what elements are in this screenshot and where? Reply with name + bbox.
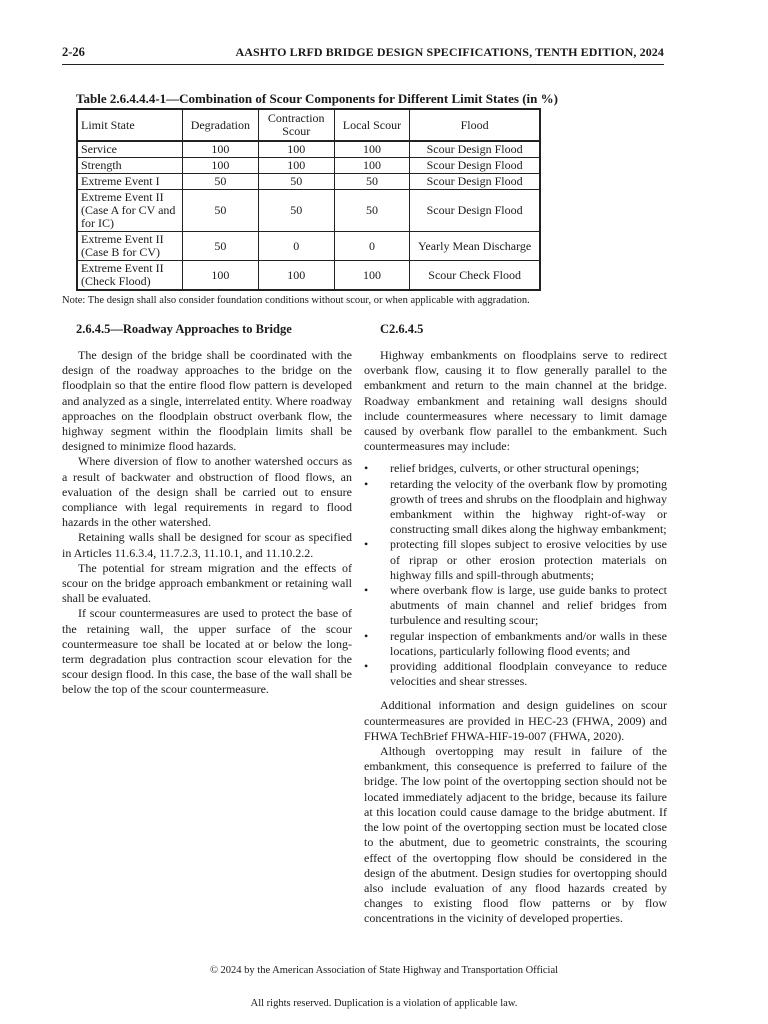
- paragraph: The potential for stream migration and the effects of scour on the bridge approach embankment or retaining wall shall be evaluated.: [62, 560, 352, 606]
- cell-degradation: 50: [182, 232, 258, 261]
- header-rule: [62, 64, 664, 65]
- cell-flood: Scour Check Flood: [410, 261, 540, 291]
- cell-local: 50: [334, 174, 410, 190]
- cell-degradation: 50: [182, 190, 258, 232]
- cell-limit-state: Extreme Event II (Check Flood): [77, 261, 182, 291]
- cell-flood: Scour Design Flood: [410, 190, 540, 232]
- cell-limit-state: Extreme Event II (Case A for CV and for IC): [77, 190, 182, 232]
- list-item-text: protecting fill slopes subject to erosive velocities by use of riprap or other erosion protection materials on highway fills and spill-through abutments;: [390, 537, 667, 582]
- table-note: Note: The design shall also consider foundation conditions without scour, or when applicable with aggradation.: [62, 295, 530, 306]
- paragraph: Additional information and design guidelines on scour countermeasures are provided in HEC-23 (FHWA, 2009) and FHWA TechBrief FHWA-HIF-19-007 (FHWA, 2020).: [364, 698, 667, 743]
- bullet-icon: •: [364, 583, 369, 598]
- list-item: [364, 477, 667, 538]
- cell-flood: Scour Design Flood: [410, 141, 540, 158]
- paragraph: Where diversion of flow to another watershed occurs as a result of backwater and obstruction of flood flows, an evaluation of the design shall be carried out to ensure compliance with legal requirements in regard to flood hazards in the other watershed.: [62, 454, 352, 530]
- paragraph: If scour countermeasures are used to protect the base of the retaining wall, the upper surface of the scour countermeasure toe shall be located at or below the long-term degradation plus contraction scour elevation for the scour design flood. In this case, the base of the wall shall be below the top of the scour countermeasure.: [62, 606, 352, 697]
- column-header: Local Scour: [334, 109, 410, 141]
- table-row: [77, 141, 540, 158]
- cell-degradation: 100: [182, 158, 258, 174]
- list-item: [364, 461, 667, 476]
- list-item-text: regular inspection of embankments and/or walls in these locations, particularly following flood events; and: [390, 628, 667, 658]
- list-item: [364, 583, 667, 629]
- column-header: Degradation: [182, 109, 258, 141]
- table-row: [77, 190, 540, 232]
- column-header: Contraction Scour: [258, 109, 334, 141]
- list-item: [364, 629, 667, 659]
- cell-limit-state: Service: [77, 141, 182, 158]
- bullet-icon: •: [364, 476, 369, 491]
- list-item: [364, 537, 667, 583]
- list-item-text: retarding the velocity of the overbank flow by promoting growth of trees and shrubs on the floodplain and highway embankment within the highway right-of-way or constructing small dikes along the highway embankment;: [390, 476, 667, 537]
- cell-limit-state: Strength: [77, 158, 182, 174]
- list-item-text: providing additional floodplain conveyance to reduce velocities and shear stresses.: [390, 659, 667, 689]
- list-item-text: where overbank flow is large, use guide banks to protect abutments of main channel and relief bridges from turbulence and resulting scour;: [390, 583, 667, 628]
- table-row: [77, 158, 540, 174]
- commentary-intro: Highway embankments on floodplains serve to redirect overbank flow, causing it to flow generally parallel to the embankment and return to the main channel at the bridge. Roadway embankment and retaining wall designs should include countermeasures where necessary to limit damage caused by overbank flow parallel to the embankment. Such countermeasures may include:: [364, 348, 667, 454]
- cell-degradation: 100: [182, 141, 258, 158]
- cell-contraction: 0: [258, 232, 334, 261]
- paragraph: The design of the bridge shall be coordinated with the design of the roadway approaches to the bridge on the floodplain so that the entire flood flow pattern is developed and analyzed as a single, interrelated entity. Where roadway approaches on the floodplain obstruct overbank flow, the highway segment within the floodplain limits shall be designed to minimize flood hazards.: [62, 348, 352, 454]
- footer-copyright: © 2024 by the American Association of State Highway and Transportation Official: [209, 965, 559, 976]
- cell-flood: Scour Design Flood: [410, 174, 540, 190]
- cell-contraction: 100: [258, 261, 334, 291]
- column-header: Flood: [410, 109, 540, 141]
- cell-limit-state: Extreme Event II (Case B for CV): [77, 232, 182, 261]
- right-column: [364, 348, 667, 927]
- cell-local: 50: [334, 190, 410, 232]
- paragraph: Retaining walls shall be designed for scour as specified in Articles 11.6.3.4, 11.7.2.3, 11.10.1, and 11.10.2.2.: [62, 530, 352, 560]
- cell-local: 0: [334, 232, 410, 261]
- cell-flood: Scour Design Flood: [410, 158, 540, 174]
- cell-contraction: 50: [258, 174, 334, 190]
- cell-local: 100: [334, 158, 410, 174]
- cell-local: 100: [334, 141, 410, 158]
- cell-contraction: 100: [258, 158, 334, 174]
- footer-rights: All rights reserved. Duplication is a violation of applicable law.: [250, 998, 518, 1009]
- cell-flood: Yearly Mean Discharge: [410, 232, 540, 261]
- section-heading: 2.6.4.5—Roadway Approaches to Bridge: [76, 322, 292, 336]
- scour-table: [76, 108, 541, 291]
- cell-degradation: 50: [182, 174, 258, 190]
- page-number: 2-26: [62, 45, 85, 59]
- left-column: [62, 348, 352, 698]
- cell-local: 100: [334, 261, 410, 291]
- cell-contraction: 100: [258, 141, 334, 158]
- cell-limit-state: Extreme Event I: [77, 174, 182, 190]
- list-item: [364, 659, 667, 689]
- paragraph: Although overtopping may result in failure of the embankment, this consequence is preferred to failure of the bridge. The low point of the overtopping section should not be located immediately adjacent to the bridge, because its failure at this location could cause damage to the bridge abutment. If the low point of the overtopping section must be located close to the abutment, due to geometric constraints, the scouring effect of the overtopping flow should be considered in the design of the abutment. Design studies for overtopping should also include evaluation of any flood hazards created by changes to existing flood flow patterns or by flow concentrations in the vicinity of developed properties.: [364, 744, 667, 926]
- table-row: [77, 232, 540, 261]
- bullet-icon: •: [364, 537, 369, 552]
- cell-contraction: 50: [258, 190, 334, 232]
- countermeasure-list: [364, 461, 667, 689]
- table-row: [77, 174, 540, 190]
- column-header: Limit State: [77, 109, 182, 141]
- bullet-icon: •: [364, 659, 369, 674]
- bullet-icon: •: [364, 461, 369, 476]
- table-row: [77, 261, 540, 291]
- bullet-icon: •: [364, 628, 369, 643]
- list-item-text: relief bridges, culverts, or other structural openings;: [390, 461, 640, 476]
- table-header-row: [77, 109, 540, 141]
- cell-degradation: 100: [182, 261, 258, 291]
- table-title: Table 2.6.4.4.4-1—Combination of Scour Components for Different Limit States (in %): [76, 91, 558, 106]
- running-header-title: AASHTO LRFD BRIDGE DESIGN SPECIFICATIONS, TENTH EDITION, 2024: [235, 45, 664, 59]
- commentary-heading: C2.6.4.5: [380, 322, 424, 336]
